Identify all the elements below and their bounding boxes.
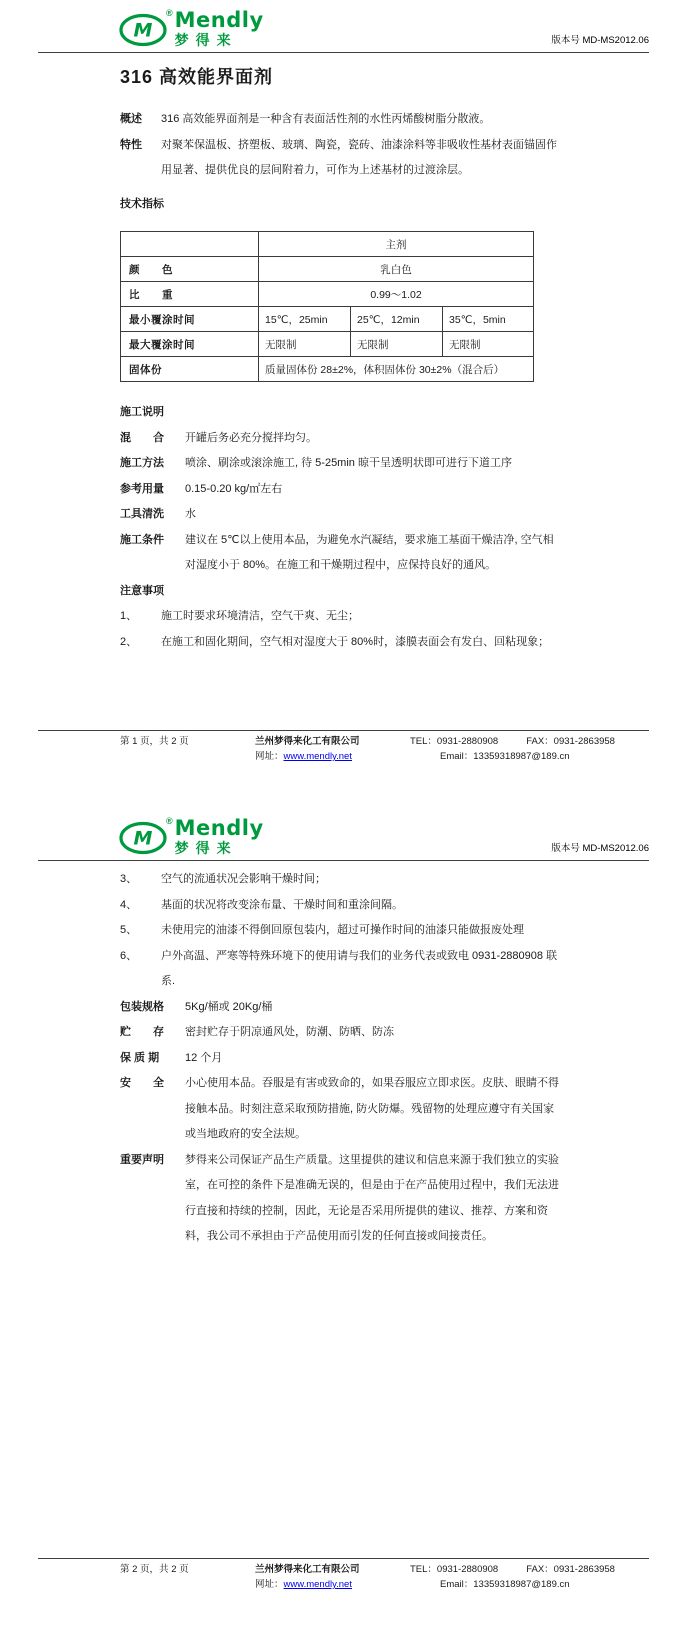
fax-value: FAX：0931-2863958 [526,736,615,747]
method-label: 施工方法 [120,457,164,469]
fax-value: FAX：0931-2863958 [526,1564,615,1575]
note-item-4 [120,893,559,919]
brand-name-cn: 梦得来 [174,32,238,48]
note-item-1 [120,604,559,630]
email-value: Email：13359318987@189.cn [440,1579,570,1590]
note-4-number: 4、 [120,898,138,911]
website-label: 网址： [255,1579,284,1590]
disclaimer-label: 重要声明 [120,1153,164,1166]
safety-row [120,1071,559,1148]
features-label: 特性 [120,138,142,151]
color-value-cell: 乳白色 [259,257,534,282]
conditions-text: 建议在 5℃以上使用本品，为避免水汽凝结，要求施工基面干燥洁净, 空气相对湿度小于 80%。在施工和干燥期过程中，应保持良好的通风。 [185,533,554,571]
note-2-number: 2、 [120,635,138,648]
shelf-life-row [120,1046,559,1072]
storage-row [120,1020,559,1046]
gravity-value-cell: 0.99～1.02 [259,282,534,307]
mendly-oval-m-icon [118,818,170,856]
max-recoat-cell-3: 无限制 [443,332,534,357]
storage-label: 贮 存 [120,1026,164,1038]
version-label: 版本号 MD-MS2012.06 [551,35,649,46]
shelf-life-text: 12 个月 [185,1051,223,1064]
disclaimer-text: 梦得来公司保证产品生产质量。这里提供的建议和信息来源于我们独立的实验室，在可控的条件下是准确无误的，但是由于在产品使用过程中，我们无法进行直接和持续的控制，因此，无论是否采用所提供的建议、推荐、方案和资料，我公司不承担由于产品使用而引发的任何直接或间接责任。 [185,1153,559,1242]
page-number: 第 2 页，共 2 页 [120,1564,189,1575]
storage-text: 密封贮存于阴凉通风处，防潮、防晒、防冻 [185,1026,394,1038]
table-cell-empty [121,232,259,257]
page2-header [0,770,687,856]
website-link[interactable]: www.mendly.net [283,751,352,762]
color-label-cell: 颜 色 [121,257,259,282]
website-label: 网址： [255,751,284,762]
website-link[interactable]: www.mendly.net [283,1579,352,1590]
note-item-6 [120,944,559,995]
note-2-text: 在施工和固化期间，空气相对湿度大于 80%时，漆膜表面会有发白、回粘现象； [161,635,550,648]
dosage-text: 0.15-0.20 kg/㎡左右 [185,482,283,495]
disclaimer-row [120,1148,559,1250]
max-recoat-label-cell: 最大覆涂时间 [121,332,259,357]
svg-text:M: M [133,827,153,850]
min-recoat-25c-cell: 25℃，12min [351,307,443,332]
page-title: 316 高效能界面剂 [120,67,274,87]
brand-logo [118,818,264,856]
note-1-number: 1、 [120,610,138,622]
max-recoat-cell-1: 无限制 [259,332,351,357]
registered-trademark: ® [166,8,173,18]
brand-name-en: Mendly [174,816,264,840]
brand-name-en: Mendly [174,8,264,32]
table-row-color [121,257,534,282]
website-line [255,1577,352,1592]
tech-spec-table [120,231,534,382]
method-row [120,451,559,477]
note-item-2 [120,630,559,656]
features-text: 对聚苯保温板、挤塑板、玻璃、陶瓷，瓷砖、油漆涂料等非吸收性基材表面锚固作用显著、提供优良的层间附着力，可作为上述基材的过渡涂层。 [161,138,557,176]
safety-text: 小心使用本品。吞服是有害或致命的，如果吞服应立即求医。皮肤、眼睛不得接触本品。时刻注意采取预防措施, 防火防爆。残留物的处理应遵守有关国家或当地政府的安全法规。 [185,1077,559,1140]
page-number: 第 1 页，共 2 页 [120,736,189,747]
min-recoat-15c-cell: 15℃，25min [259,307,351,332]
svg-text:M: M [133,19,153,42]
company-name: 兰州梦得来化工有限公司 [255,1564,360,1575]
solids-label-cell: 固体份 [121,357,259,382]
packaging-label: 包装规格 [120,1000,164,1013]
website-line [255,749,352,764]
features-row [120,133,559,184]
note-item-3 [120,867,559,893]
note-5-text: 未使用完的油漆不得倒回原包装内，超过可操作时间的油漆只能做报废处理 [161,924,524,936]
max-recoat-cell-2: 无限制 [351,332,443,357]
note-5-number: 5、 [120,924,138,936]
table-row-max-recoat [121,332,534,357]
page-1 [0,0,687,770]
mixing-label: 混 合 [120,431,164,444]
note-item-5 [120,918,559,944]
brand-logo [118,10,264,48]
packaging-text: 5Kg/桶或 20Kg/桶 [185,1000,273,1013]
note-3-text: 空气的流通状况会影响干燥时间； [161,873,326,885]
construction-heading: 施工说明 [120,406,164,418]
solids-value-cell: 质量固体份 28±2%，体积固体份 30±2%（混合后） [259,357,534,382]
note-3-number: 3、 [120,873,138,885]
mixing-row [120,426,559,452]
table-cell-main-agent: 主剂 [259,232,534,257]
table-row-min-recoat [121,307,534,332]
tool-cleaning-row [120,502,559,528]
dosage-row [120,477,559,503]
table-row-solids [121,357,534,382]
conditions-label: 施工条件 [120,533,164,546]
min-recoat-label-cell: 最小覆涂时间 [121,307,259,332]
page1-footer [0,726,687,770]
header-divider [38,860,649,861]
page1-header [0,0,687,48]
tel-value: TEL：0931-2880908 [410,1564,499,1575]
tel-value: TEL：0931-2880908 [410,736,499,747]
overview-text: 316 高效能界面剂是一种含有表面活性剂的水性丙烯酸树脂分散液。 [161,113,491,125]
brand-name-cn: 梦得来 [174,840,238,856]
table-row-header [121,232,534,257]
note-6-text: 户外高温、严寒等特殊环境下的使用请与我们的业务代表或致电 0931-2880908 联系. [161,949,558,987]
gravity-label-cell: 比 重 [121,282,259,307]
page2-footer [0,1554,687,1638]
note-6-number: 6、 [120,949,138,962]
tool-cleaning-text: 水 [185,508,196,520]
version-label: 版本号 MD-MS2012.06 [551,843,649,854]
note-1-text: 施工时要求环境清洁，空气干爽、无尘； [161,610,359,622]
overview-label: 概述 [120,113,142,125]
conditions-row [120,528,559,579]
table-row-gravity [121,282,534,307]
note-4-text: 基面的状况将改变涂布量、干燥时间和重涂间隔。 [161,898,403,911]
email-value: Email：13359318987@189.cn [440,751,570,762]
overview-row [120,107,559,133]
page-2 [0,770,687,1638]
mixing-text: 开罐后务必充分搅拌均匀。 [185,431,317,444]
company-name: 兰州梦得来化工有限公司 [255,736,360,747]
dosage-label: 参考用量 [120,482,164,495]
notes-heading: 注意事项 [120,584,164,597]
shelf-life-label: 保 质 期 [120,1051,160,1064]
packaging-row [120,995,559,1021]
method-text: 喷涂、刷涂或滚涂施工, 待 5-25min 晾干呈透明状即可进行下道工序 [185,457,512,469]
mendly-oval-m-icon [118,10,170,48]
tool-cleaning-label: 工具清洗 [120,508,164,520]
telfax-line [410,1562,649,1577]
registered-trademark: ® [166,816,173,826]
telfax-line [410,734,649,749]
safety-label: 安 全 [120,1077,164,1089]
tech-spec-heading: 技术指标 [120,197,164,210]
min-recoat-35c-cell: 35℃，5min [443,307,534,332]
